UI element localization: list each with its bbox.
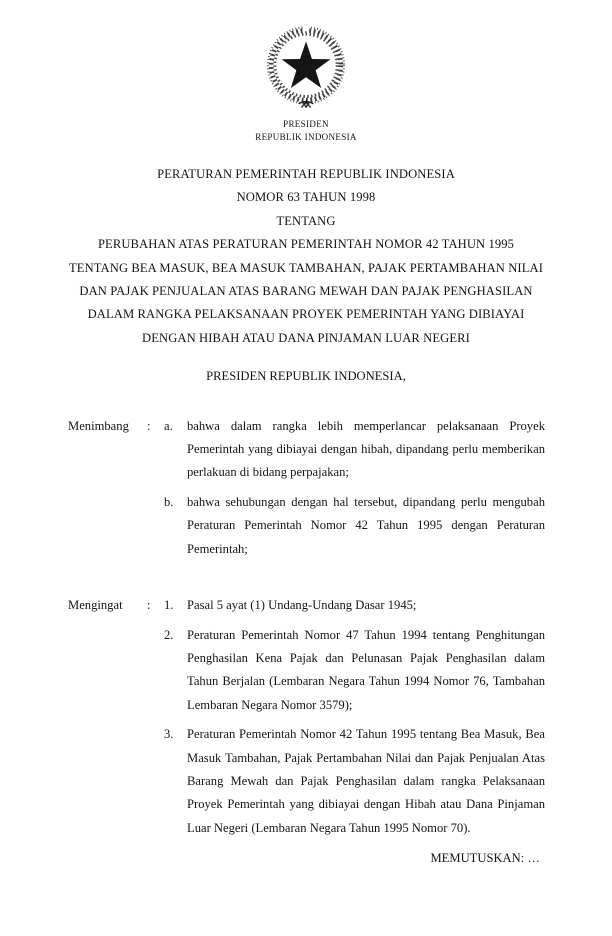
item-text: Peraturan Pemerintah Nomor 42 Tahun 1995 tentang Bea Masuk, Bea Masuk Tambahan, Pajak Pertambahan Nilai dan Pajak Penjualan Atas Barang Mewah dan Pajak Penghasilan dalam rangka Pelaksanaan Proyek Pemerintah yang dibiayai dengan Hibah atau Dana Pinjaman Luar Negeri (Lembaran Negara Tahun 1995 Nomor 70). [187,727,545,835]
legal-basis-item [164,723,545,840]
org-name-line1: PRESIDEN [283,119,329,129]
org-name-line2: REPUBLIK INDONESIA [255,131,357,142]
section-items [164,594,545,840]
section-label: Menimbang [68,418,129,433]
decision-line: MEMUTUSKAN: … [430,851,540,866]
title-line: NOMOR 63 TAHUN 1998 [236,190,376,205]
presidential-seal-icon [260,25,352,113]
section-menimbang [68,415,545,561]
section-mengingat [68,594,545,840]
item-marker: a. [164,418,173,433]
item-text: bahwa sehubungan dengan hal tersebut, dipandang perlu mengubah Peraturan Pemerintah Nomor 42 Tahun 1995 dengan Peraturan Pemerintah; [187,494,545,556]
title-line: TENTANG [276,213,336,228]
title-line: PERATURAN PEMERINTAH REPUBLIK INDONESIA [157,167,455,181]
item-text: bahwa dalam rangka lebih memperlancar pelaksanaan Proyek Pemerintah yang dibiayai dengan hibah, dipandang perlu memberikan perlakuan di bidang perpajakan; [187,418,545,480]
item-marker: b. [164,494,174,509]
title-line: DALAM RANGKA PELAKSANAAN PROYEK PEMERINTAH YANG DIBIAYAI [87,307,525,322]
title-line: DENGAN HIBAH ATAU DANA PINJAMAN LUAR NEGERI [142,330,470,345]
section-colon: : [147,418,151,433]
section-label: Mengingat [68,598,123,613]
title-line: PERUBAHAN ATAS PERATURAN PEMERINTAH NOMOR 42 TAHUN 1995 [97,237,515,252]
section-colon: : [147,598,151,613]
salutation-line: PRESIDEN REPUBLIK INDONESIA, [206,369,406,384]
document-header [0,0,612,143]
section-items [164,415,545,561]
item-marker: 1. [164,598,174,613]
item-text: Pasal 5 ayat (1) Undang-Undang Dasar 1945; [187,598,417,613]
consideration-item [164,491,545,561]
title-line: DAN PAJAK PENJUALAN ATAS BARANG MEWAH DAN PAJAK PENGHASILAN [79,284,533,299]
item-marker: 3. [164,727,174,742]
legal-basis-item [164,624,545,718]
regulation-title-block [0,163,612,350]
consideration-item [164,415,545,485]
legal-basis-item [164,594,545,617]
item-marker: 2. [164,627,174,642]
title-line: TENTANG BEA MASUK, BEA MASUK TAMBAHAN, PAJAK PERTAMBAHAN NILAI [68,260,544,275]
item-text: Peraturan Pemerintah Nomor 47 Tahun 1994 tentang Penghitungan Penghasilan Kena Pajak dan Pelunasan Pajak Penghasilan dalam Tahun Berjalan (Lembaran Negara Tahun 1994 Nomor 76, Tambahan Lembaran Negara Nomor 3579); [187,627,545,712]
